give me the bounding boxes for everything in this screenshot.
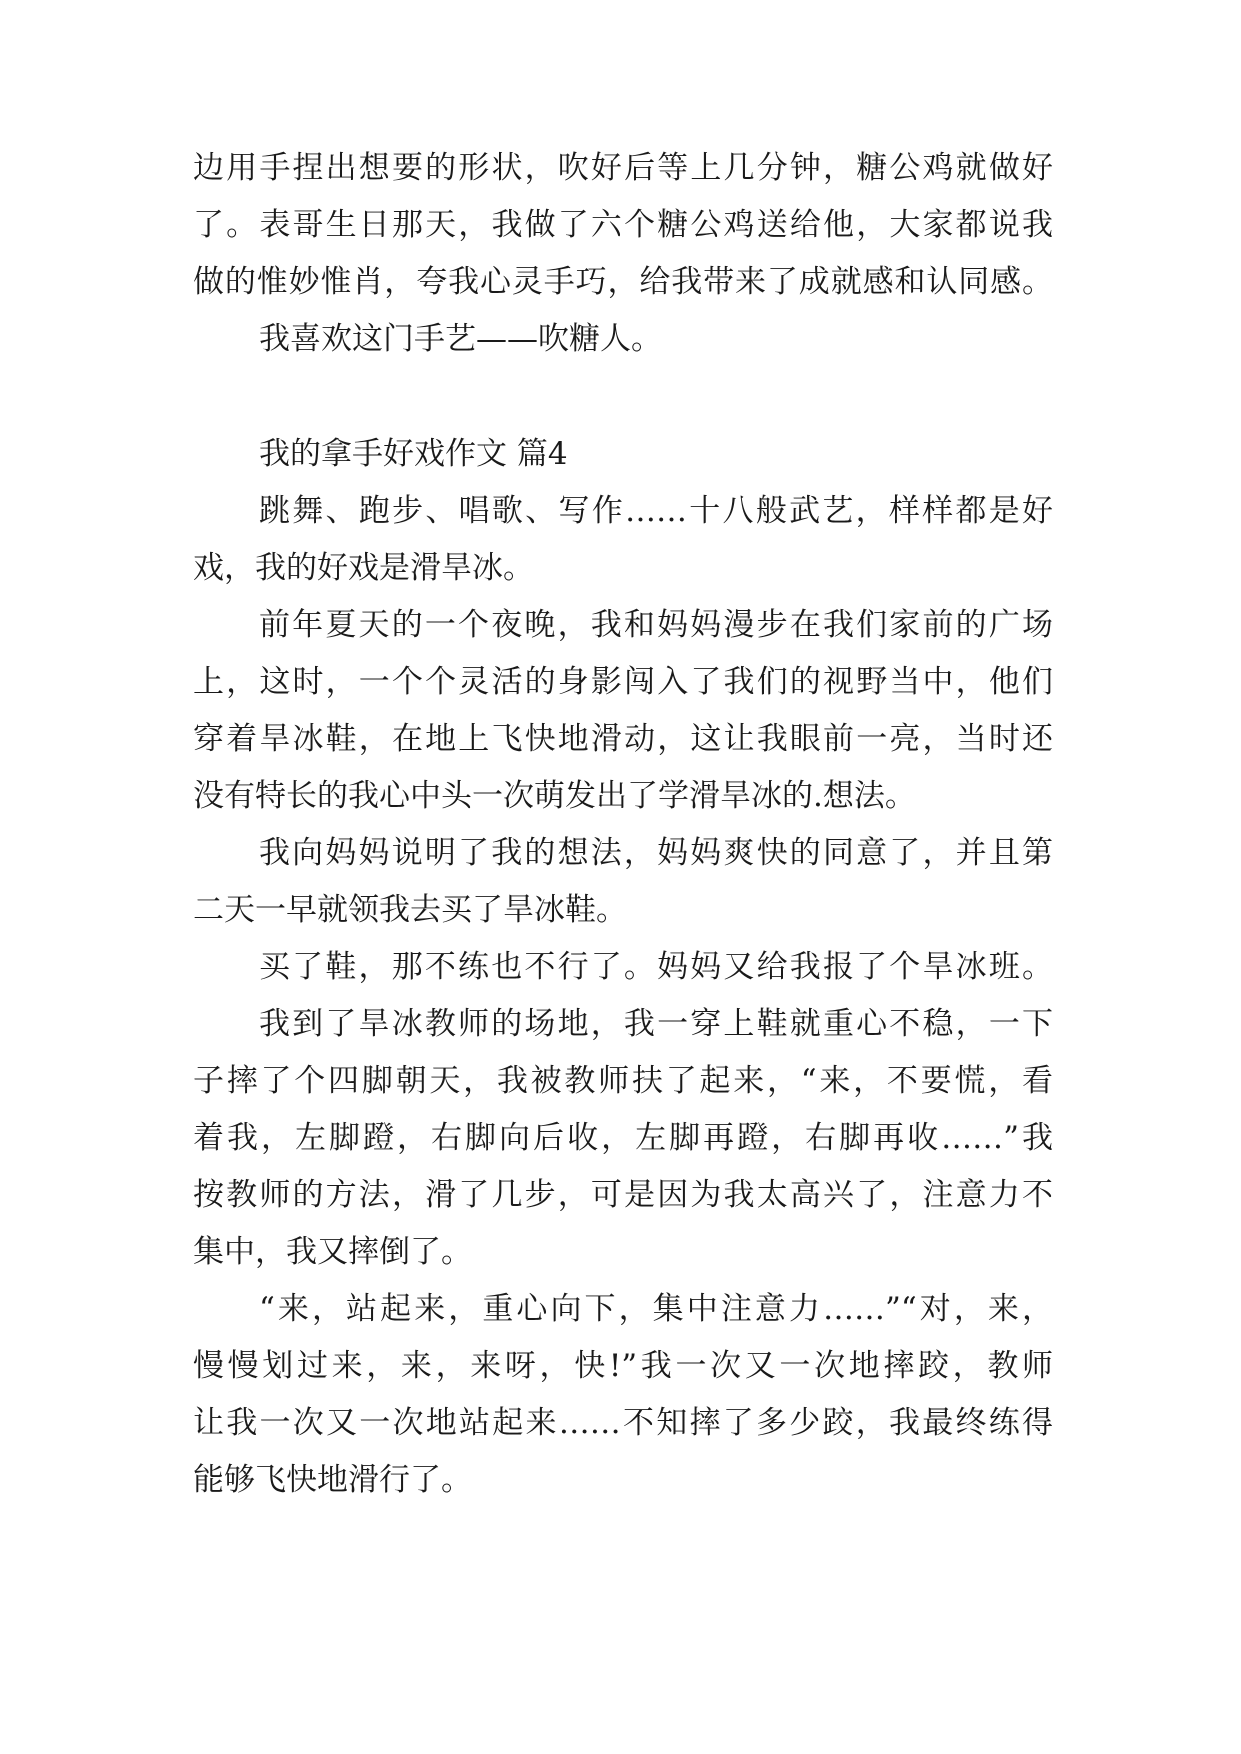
text-line: 我喜欢这门手艺——吹糖人。 (259, 321, 662, 357)
text-line: 子摔了个四脚朝天，我被教师扶了起来，“来，不要慌，看 (193, 1063, 1053, 1099)
text-line: “来，站起来，重心向下，集中注意力……”“对，来， (259, 1291, 1053, 1327)
text-line: 没有特长的我心中头一次萌发出了学滑旱冰的.想法。 (193, 778, 916, 814)
text-line: 按教师的方法，滑了几步，可是因为我太高兴了，注意力不 (193, 1177, 1053, 1213)
text-line: 穿着旱冰鞋，在地上飞快地滑动，这让我眼前一亮，当时还 (193, 721, 1053, 757)
text-line: 前年夏天的一个夜晚，我和妈妈漫步在我们家前的广场 (259, 607, 1053, 643)
text-line: 着我，左脚蹬，右脚向后收，左脚再蹬，右脚再收……”我 (193, 1120, 1053, 1156)
text-line: 集中，我又摔倒了。 (193, 1234, 472, 1270)
text-line: 跳舞、跑步、唱歌、写作……十八般武艺，样样都是好 (259, 493, 1053, 529)
text-line: 买了鞋，那不练也不行了。妈妈又给我报了个旱冰班。 (259, 949, 1053, 985)
text-line: 做的惟妙惟肖，夸我心灵手巧，给我带来了成就感和认同感。 (193, 264, 1053, 300)
text-line: 慢慢划过来，来，来呀，快!”我一次又一次地摔跤，教师 (193, 1348, 1053, 1384)
text-line: 了。表哥生日那天，我做了六个糖公鸡送给他，大家都说我 (193, 207, 1053, 243)
text-line: 上，这时，一个个灵活的身影闯入了我们的视野当中，他们 (193, 664, 1053, 700)
text-line: 能够飞快地滑行了。 (193, 1462, 472, 1498)
text-line: 边用手捏出想要的形状，吹好后等上几分钟，糖公鸡就做好 (193, 150, 1053, 186)
text-line: 二天一早就领我去买了旱冰鞋。 (193, 892, 627, 928)
section-heading: 我的拿手好戏作文 篇4 (259, 436, 568, 472)
text-line: 让我一次又一次地站起来……不知摔了多少跤，我最终练得 (193, 1405, 1053, 1441)
text-line: 戏，我的好戏是滑旱冰。 (193, 550, 534, 586)
text-line: 我到了旱冰教师的场地，我一穿上鞋就重心不稳，一下 (259, 1006, 1053, 1042)
text-line: 我向妈妈说明了我的想法，妈妈爽快的同意了，并且第 (259, 835, 1053, 871)
